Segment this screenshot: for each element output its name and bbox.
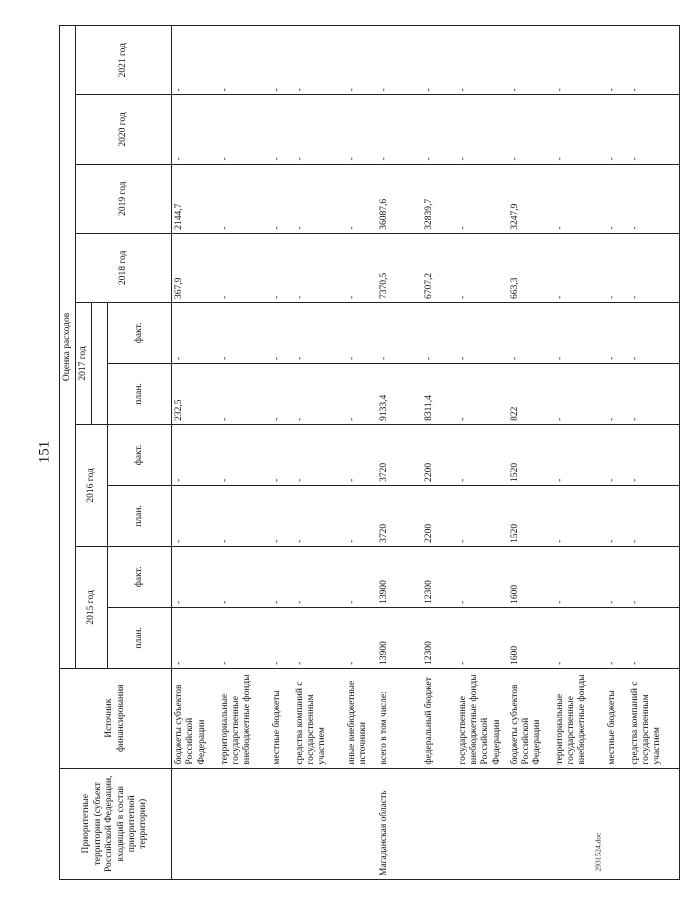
value-2017-plan: - — [218, 363, 270, 424]
value-2019: - — [553, 164, 605, 233]
value-2020: - — [377, 95, 422, 164]
value-2021: - — [628, 26, 680, 95]
value-2017-fact: - — [270, 302, 293, 363]
territory-cell — [172, 768, 218, 879]
value-2020: - — [553, 95, 605, 164]
territory-cell — [508, 768, 553, 879]
value-2019: - — [218, 164, 270, 233]
header-estimate: Оценка расходов — [60, 26, 76, 669]
value-2017-fact: - — [172, 302, 218, 363]
value-2019: - — [270, 164, 293, 233]
value-2015-fact: - — [605, 546, 628, 607]
value-2015-fact: 1600 — [508, 546, 553, 607]
value-2016-fact: - — [628, 424, 680, 485]
territory-cell — [218, 768, 270, 879]
funding-table — [59, 25, 680, 880]
table-body — [172, 26, 680, 880]
value-2016-plan: 1520 — [508, 485, 553, 546]
value-2018: - — [293, 233, 345, 302]
value-2019: 36087,6 — [377, 164, 422, 233]
value-2015-fact: - — [553, 546, 605, 607]
value-2020: - — [270, 95, 293, 164]
territory-cell — [456, 768, 508, 879]
value-2015-plan: 1600 — [508, 607, 553, 668]
header-2021: 2021 год — [76, 26, 172, 95]
value-2016-plan: - — [218, 485, 270, 546]
value-2016-plan: 2200 — [422, 485, 456, 546]
value-2016-plan: - — [628, 485, 680, 546]
value-2015-plan: - — [553, 607, 605, 668]
value-2017-fact: - — [605, 302, 628, 363]
value-2017-plan: 9133,4 — [377, 363, 422, 424]
value-2017-plan: - — [293, 363, 345, 424]
value-2020: - — [422, 95, 456, 164]
territory-cell: Магаданская область — [377, 768, 422, 879]
territory-cell — [628, 768, 680, 879]
table-row — [377, 26, 422, 880]
value-2019: 3247,9 — [508, 164, 553, 233]
value-2015-plan: - — [218, 607, 270, 668]
source-cell: государственные внебюджетные фонды Российской Федерации — [456, 668, 508, 768]
value-2021: - — [172, 26, 218, 95]
value-2017-plan: 8311,4 — [422, 363, 456, 424]
table-row — [172, 26, 218, 880]
value-2017-plan: - — [605, 363, 628, 424]
value-2017-plan: - — [553, 363, 605, 424]
value-2017-fact: - — [422, 302, 456, 363]
page-number: 151 — [36, 440, 53, 464]
value-2018: 367,9 — [172, 233, 218, 302]
value-2016-plan: - — [553, 485, 605, 546]
value-2017-plan: 822 — [508, 363, 553, 424]
value-2018: 6707,2 — [422, 233, 456, 302]
value-2018: - — [270, 233, 293, 302]
value-2015-fact: 12300 — [422, 546, 456, 607]
source-cell: местные бюджеты — [270, 668, 293, 768]
value-2015-fact: - — [293, 546, 345, 607]
value-2018: - — [218, 233, 270, 302]
value-2018: - — [456, 233, 508, 302]
value-2015-plan: - — [172, 607, 218, 668]
value-2018: 7370,5 — [377, 233, 422, 302]
value-2016-fact: - — [553, 424, 605, 485]
value-2016-fact: 1520 — [508, 424, 553, 485]
value-2017-fact: - — [508, 302, 553, 363]
source-cell: средства компаний с государственным участием — [293, 668, 345, 768]
value-2017-fact: - — [553, 302, 605, 363]
value-2015-fact: - — [628, 546, 680, 607]
territory-cell — [422, 768, 456, 879]
value-2015-fact: - — [172, 546, 218, 607]
rotated-table-container — [59, 25, 663, 880]
value-2016-fact: - — [605, 424, 628, 485]
value-2015-fact: 13900 — [377, 546, 422, 607]
value-2019: - — [456, 164, 508, 233]
value-2017-plan: - — [345, 363, 377, 424]
value-2018: 663,3 — [508, 233, 553, 302]
value-2020: - — [456, 95, 508, 164]
source-cell: иные внебюджетные источники — [345, 668, 377, 768]
value-2016-fact: - — [172, 424, 218, 485]
table-row — [456, 26, 508, 880]
header-source: Источник финансирования — [60, 668, 172, 768]
territory-cell — [270, 768, 293, 879]
value-2015-plan: 13900 — [377, 607, 422, 668]
header-2015-plan: план. — [108, 607, 172, 668]
value-2020: - — [345, 95, 377, 164]
value-2020: - — [293, 95, 345, 164]
value-2017-fact: - — [293, 302, 345, 363]
value-2020: - — [172, 95, 218, 164]
value-2016-fact: - — [270, 424, 293, 485]
value-2017-fact: - — [628, 302, 680, 363]
value-2020: - — [628, 95, 680, 164]
header-2017-plan: план. — [108, 363, 172, 424]
value-2016-fact: - — [293, 424, 345, 485]
value-2015-plan: - — [628, 607, 680, 668]
value-2021: - — [345, 26, 377, 95]
value-2021: - — [456, 26, 508, 95]
value-2017-fact: - — [345, 302, 377, 363]
value-2021: - — [377, 26, 422, 95]
header-2017: 2017 год — [76, 302, 92, 424]
value-2018: - — [553, 233, 605, 302]
header-2020: 2020 год — [76, 95, 172, 164]
table-row — [270, 26, 293, 880]
header-2017-empty — [92, 302, 108, 424]
value-2016-fact: 2200 — [422, 424, 456, 485]
value-2015-plan: - — [456, 607, 508, 668]
value-2016-plan: - — [270, 485, 293, 546]
value-2019: - — [345, 164, 377, 233]
value-2020: - — [218, 95, 270, 164]
value-2016-fact: 3720 — [377, 424, 422, 485]
value-2021: - — [605, 26, 628, 95]
value-2021: - — [553, 26, 605, 95]
value-2021: - — [508, 26, 553, 95]
value-2015-fact: - — [456, 546, 508, 607]
value-2021: - — [422, 26, 456, 95]
value-2015-fact: - — [218, 546, 270, 607]
value-2019: 2144,7 — [172, 164, 218, 233]
value-2018: - — [605, 233, 628, 302]
value-2016-plan: - — [293, 485, 345, 546]
value-2016-plan: - — [605, 485, 628, 546]
territory-cell — [293, 768, 345, 879]
table-row — [218, 26, 270, 880]
value-2017-fact: - — [218, 302, 270, 363]
value-2017-plan: - — [270, 363, 293, 424]
document-code: 2931524.doc — [593, 832, 603, 872]
value-2015-plan: 12300 — [422, 607, 456, 668]
value-2016-plan: - — [456, 485, 508, 546]
table-row — [293, 26, 345, 880]
value-2021: - — [293, 26, 345, 95]
source-cell: федеральный бюджет — [422, 668, 456, 768]
value-2017-plan: - — [628, 363, 680, 424]
source-cell: средства компаний с государственным участием — [628, 668, 680, 768]
value-2019: - — [293, 164, 345, 233]
territory-cell — [345, 768, 377, 879]
value-2018: - — [628, 233, 680, 302]
header-territory: Приоритетные территории (субъект Российской Федерации, входящий в состав приоритетной территории) — [60, 768, 172, 879]
source-cell: территориальные государственные внебюджетные фонды — [553, 668, 605, 768]
table-row — [345, 26, 377, 880]
value-2015-fact: - — [270, 546, 293, 607]
source-cell: бюджеты субъектов Российской Федерации — [172, 668, 218, 768]
header-2016-fact: факт. — [108, 424, 172, 485]
value-2019: - — [605, 164, 628, 233]
value-2017-fact: - — [456, 302, 508, 363]
value-2017-plan: 232,5 — [172, 363, 218, 424]
value-2016-fact: - — [345, 424, 377, 485]
value-2020: - — [508, 95, 553, 164]
table-row — [553, 26, 605, 880]
header-2019: 2019 год — [76, 164, 172, 233]
source-cell: бюджеты субъектов Российской Федерации — [508, 668, 553, 768]
header-2015: 2015 год — [76, 546, 108, 668]
value-2021: - — [218, 26, 270, 95]
value-2016-plan: - — [172, 485, 218, 546]
table-row — [605, 26, 628, 880]
value-2020: - — [605, 95, 628, 164]
table-row — [422, 26, 456, 880]
value-2015-plan: - — [270, 607, 293, 668]
territory-cell — [605, 768, 628, 879]
value-2016-fact: - — [456, 424, 508, 485]
table-row — [628, 26, 680, 880]
value-2016-fact: - — [218, 424, 270, 485]
header-2015-fact: факт. — [108, 546, 172, 607]
value-2015-plan: - — [605, 607, 628, 668]
value-2021: - — [270, 26, 293, 95]
value-2019: 32839,7 — [422, 164, 456, 233]
value-2017-plan: - — [456, 363, 508, 424]
value-2016-plan: 3720 — [377, 485, 422, 546]
value-2018: - — [345, 233, 377, 302]
territory-cell — [553, 768, 605, 879]
header-2018: 2018 год — [76, 233, 172, 302]
source-cell: местные бюджеты — [605, 668, 628, 768]
value-2019: - — [628, 164, 680, 233]
header-2016-plan: план. — [108, 485, 172, 546]
value-2015-plan: - — [345, 607, 377, 668]
value-2015-fact: - — [345, 546, 377, 607]
table-row — [508, 26, 553, 880]
value-2015-plan: - — [293, 607, 345, 668]
value-2017-fact: - — [377, 302, 422, 363]
source-cell: территориальные государственные внебюджетные фонды — [218, 668, 270, 768]
header-2016: 2016 год — [76, 424, 108, 546]
source-cell: всего в том числе: — [377, 668, 422, 768]
header-2017-fact: факт. — [108, 302, 172, 363]
value-2016-plan: - — [345, 485, 377, 546]
